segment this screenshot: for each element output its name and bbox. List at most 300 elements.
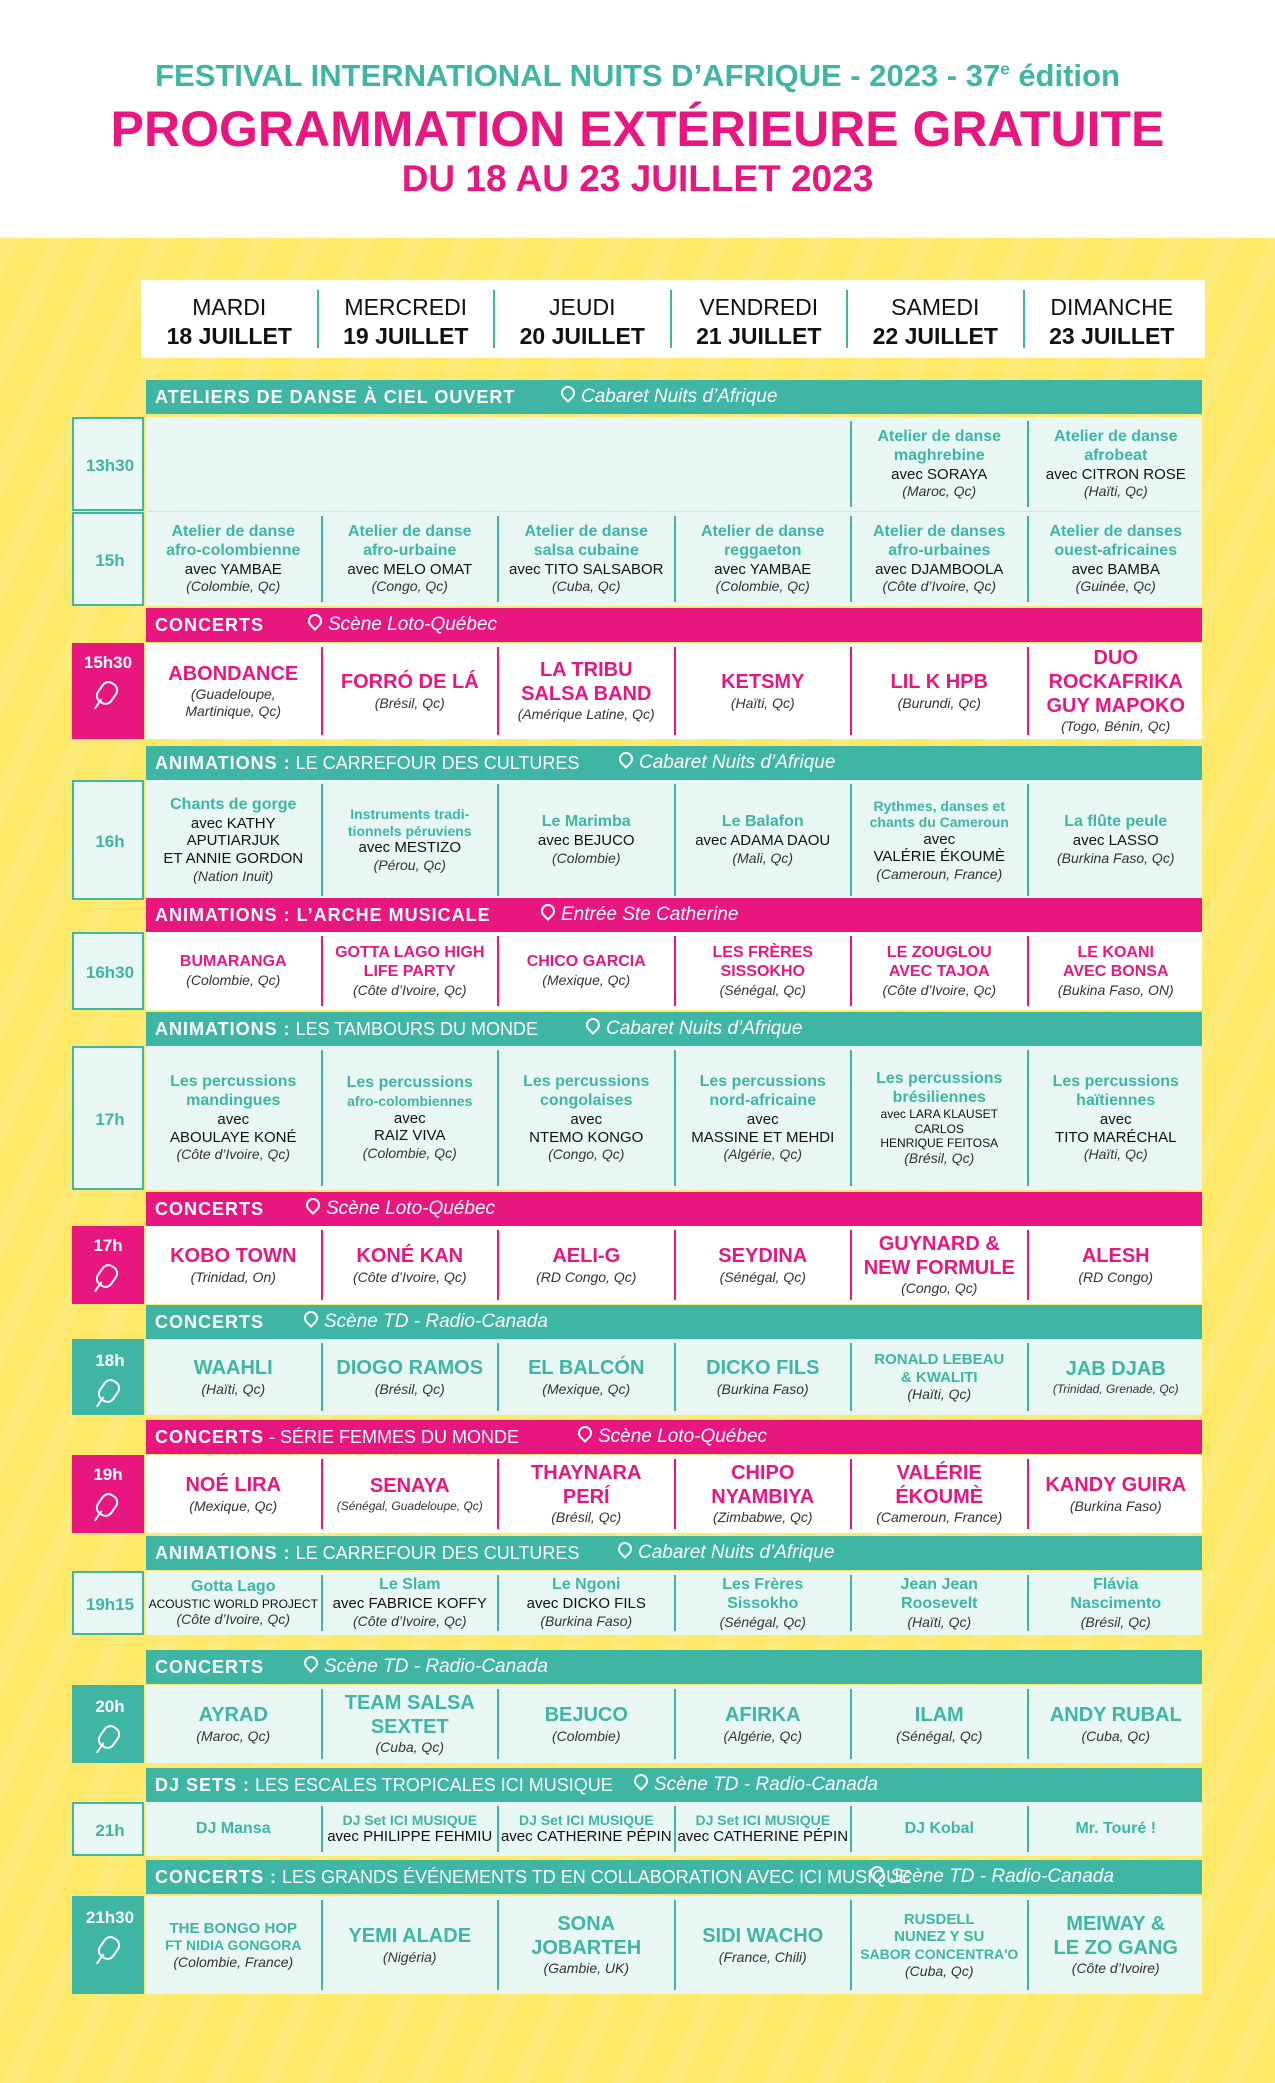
event-line: (Colombie) [552,850,621,867]
event-line: (Guadeloupe, [190,686,276,703]
event-line: (Sénégal, Qc) [719,1613,806,1630]
schedule-row [72,1571,1202,1635]
event-line: Atelier de danse [171,523,296,541]
cell-divider [674,1343,676,1411]
section-location [304,1650,548,1684]
event-line: Le Balafon [721,813,804,831]
event-cell [1029,643,1204,739]
event-cell [676,932,851,1010]
event-line: DJ Set ICI MUSIQUE [695,1811,831,1828]
section-title [155,1420,519,1454]
time-cell [72,1455,144,1533]
event-cell [323,512,498,606]
event-cell [146,1685,321,1763]
location-text: Scène TD - Radio-Canada [654,1774,878,1795]
event-line: (Haïti, Qc) [730,694,795,711]
event-line: ALESH [1081,1244,1150,1267]
location-text: Entrée Ste Catherine [561,904,739,925]
event-cell [323,932,498,1010]
section-location [306,1192,495,1226]
cell-divider [850,1575,852,1631]
schedule-row [72,1802,1202,1856]
event-cell [1029,1896,1204,1994]
section-title [155,1650,264,1684]
event-line: Atelier de danse [877,428,1002,446]
event-line: Atelier de danse [700,523,825,541]
microphone-icon [95,1722,124,1752]
event-line: (Mexique, Qc) [189,1497,278,1514]
event-line: Atelier de danse [524,523,649,541]
program-dates: DU 18 AU 23 JUILLET 2023 [401,158,874,199]
event-cell [499,1226,674,1304]
event-line: SEYDINA [718,1244,808,1267]
time-label: 21h30 [85,1908,135,1927]
cell-divider [321,1900,323,1990]
section-location [304,1305,548,1339]
event-cell [323,1802,498,1856]
event-cell [499,1339,674,1415]
event-line: AELI-G [552,1244,621,1267]
event-cell [852,780,1027,900]
day-name: MERCREDI [344,294,468,320]
event-cell [852,1455,1027,1533]
event-cell [1029,417,1204,511]
event-line: FT NIDIA GONGORA [165,1937,302,1954]
row-cells [146,1685,1202,1763]
event-line: Nascimento [1070,1594,1162,1612]
section-title [155,608,264,642]
time-label: 21h [95,1821,125,1840]
row-cells [146,1339,1202,1415]
cell-divider [850,936,852,1006]
section-bar [146,1305,1202,1339]
event-line: HENRIQUE FEITOSA [880,1135,999,1150]
event-cell [676,1802,851,1856]
event-line: APUTIARJUK [186,832,280,850]
cell-divider [850,1459,852,1529]
event-line: (RD Congo, Qc) [536,1268,637,1285]
event-line: Les percussions [1052,1073,1179,1091]
event-line: (Bukina Faso, ON) [1057,981,1174,998]
event-line: Atelier de danses [873,523,1006,541]
cell-divider [674,784,676,896]
cell-divider [1027,1689,1029,1759]
event-line: (Maroc, Qc) [196,1727,271,1744]
event-line: RAIZ VIVA [374,1127,446,1145]
section-title-main: CONCERTS [155,1657,265,1677]
event-line: (Congo, Qc) [901,1280,978,1297]
event-line: SISSOKHO [720,962,805,980]
schedule-row [72,1226,1202,1304]
time-label: 16h30 [85,963,135,982]
time-label: 16h [95,832,125,851]
location-text: Scène TD - Radio-Canada [324,1656,548,1677]
event-cell [852,932,1027,1010]
schedule-row [72,512,1202,606]
event-cell [676,643,851,739]
event-line: (Côte d’Ivoire, Qc) [882,578,997,595]
schedule-row [72,643,1202,739]
schedule-row [72,1685,1202,1763]
event-line: CHIPO [731,1462,795,1485]
event-line: Les percussions [523,1073,650,1091]
cell-divider [497,1689,499,1759]
event-line: (Colombie, Qc) [715,578,810,595]
location-text: Cabaret Nuits d’Afrique [639,752,836,773]
event-line: NUNEZ Y SU [894,1928,985,1946]
cell-divider [674,1050,676,1186]
event-line: VALÉRIE ÉKOUMÈ [873,848,1005,866]
event-line: (Brésil, Qc) [374,694,445,711]
event-cell [852,1226,1027,1304]
event-line: (RD Congo) [1078,1268,1154,1285]
event-line: (Trinidad, On) [190,1268,276,1285]
event-cell [852,1896,1027,1994]
event-line: AVEC TAJOA [888,962,990,980]
event-line: (Pérou, Qc) [373,857,446,874]
cell-divider [321,1806,323,1852]
event-line: avec BAMBA [1071,560,1160,578]
row-cells [146,643,1202,739]
program-title: PROGRAMMATION EXTÉRIEURE GRATUITE [110,101,1165,157]
event-line: avec TITO SALSABOR [508,560,664,578]
cell-divider [497,1806,499,1852]
event-line: (Cuba, Qc) [905,1962,974,1979]
location-pin-icon [305,611,325,631]
cell-divider [321,936,323,1006]
event-line: avec KATHY [190,814,276,832]
event-cell [146,1802,321,1856]
section-title-main: ANIMATIONS : [155,1019,291,1039]
event-cell [676,1896,851,1994]
event-line: JOBARTEH [531,1936,642,1959]
cell-divider [674,1689,676,1759]
day-header [318,280,495,358]
event-line: brésiliennes [892,1088,986,1106]
event-line: avec [570,1110,603,1128]
section-title [155,1192,264,1226]
location-text: Scène TD - Radio-Canada [890,1866,1114,1887]
event-line: afro-colombiennes [347,1093,473,1110]
event-cell [146,1226,321,1304]
event-line: Le Slam [379,1576,441,1594]
event-line: (Burkina Faso) [540,1613,633,1630]
event-line: NEW FORMULE [863,1256,1015,1279]
section-title [155,380,515,414]
event-cell [499,643,674,739]
location-text: Scène Loto-Québec [328,614,498,635]
day-date: 20 JUILLET [519,323,645,349]
event-line: (Colombie, Qc) [362,1145,457,1162]
event-line: (Colombie) [552,1727,621,1744]
cell-divider [321,1459,323,1529]
event-line: Les percussions [699,1073,826,1091]
schedule-row [72,932,1202,1010]
event-cell [676,1571,851,1635]
event-line: AVEC BONSA [1063,962,1169,980]
time-cell [72,932,144,1010]
day-name: JEUDI [549,294,616,320]
event-line: Flávia [1093,1575,1139,1593]
time-cell [72,643,144,739]
event-line: (Congo, Qc) [548,1146,625,1163]
section-title [155,1305,264,1339]
row-cells [146,1046,1202,1190]
event-line: CHICO GARCIA [526,953,646,971]
cell-divider [1027,1900,1029,1990]
time-cell [72,1685,144,1763]
cell-divider [321,647,323,735]
festival-title: FESTIVAL INTERNATIONAL NUITS D’AFRIQUE - 2023 - 37e édition [155,58,1120,93]
event-line: (Trinidad, Grenade, Qc) [1052,1381,1179,1396]
event-line: avec MESTIZO [358,839,462,857]
event-cell [1029,1571,1204,1635]
event-cell [499,780,674,900]
event-cell [1029,1046,1204,1190]
event-line: (Togo, Bénin, Qc) [1061,718,1171,735]
cell-divider [497,936,499,1006]
event-line: ROCKAFRIKA [1048,670,1183,693]
event-line: (Sénégal, Guadeloupe, Qc) [336,1498,483,1513]
schedule-row [72,1046,1202,1190]
cell-divider [674,516,676,602]
event-line: MASSINE ET MEHDI [691,1128,835,1146]
event-line: DUO [1093,647,1138,670]
section-title [155,898,491,932]
cell-divider [850,784,852,896]
event-line: Instruments tradi- [350,806,470,823]
event-line: TEAM SALSA [344,1692,475,1715]
event-line: Les percussions [876,1069,1003,1087]
time-cell [72,1571,144,1635]
event-cell [852,1046,1027,1190]
event-cell [676,780,851,900]
event-line: ABOULAYE KONÉ [170,1128,297,1146]
event-line: chants du Cameroun [869,814,1009,831]
cell-divider [497,1900,499,1990]
day-name: VENDREDI [699,294,819,320]
event-cell [146,780,321,900]
day-header [1024,280,1201,358]
event-cell [323,417,498,511]
section-subtitle: - SÉRIE FEMMES DU MONDE [264,1427,520,1447]
event-line: avec [393,1109,426,1127]
event-line: PERÍ [562,1485,610,1508]
event-line: (Sénégal, Qc) [896,1727,983,1744]
event-line: (Algérie, Qc) [723,1146,803,1163]
event-cell [499,417,674,511]
event-line: FORRÓ DE LÁ [340,670,479,693]
cell-divider [1027,1050,1029,1186]
event-line: Mr. Touré ! [1075,1819,1157,1837]
cell-divider [497,647,499,735]
day-header [141,280,318,358]
event-cell [323,1571,498,1635]
event-line: Le Ngoni [552,1576,621,1594]
event-cell [323,1226,498,1304]
day-divider [1023,290,1025,348]
event-line: La flûte peule [1064,813,1168,831]
event-line: ÉKOUMÈ [895,1485,984,1508]
event-line: (Guinée, Qc) [1075,578,1156,595]
row-cells [146,1226,1202,1304]
event-line: (Brésil, Qc) [904,1149,975,1166]
event-line: (Nigéria) [382,1948,437,1965]
section-location [618,1536,834,1570]
event-line: DJ Mansa [195,1819,271,1837]
event-line: avec YAMBAE [714,560,812,578]
event-line: GOTTA LAGO HIGH [335,943,485,961]
event-cell [323,1455,498,1533]
event-line: avec YAMBAE [184,560,282,578]
microphone-icon [95,1933,124,1963]
event-line: LIL K HPB [890,670,988,693]
event-line: SENAYA [369,1475,450,1498]
event-line: BUMARANGA [179,953,287,971]
event-line: (Côte d’Ivoire, Qc) [352,1613,467,1630]
event-line: (Haïti, Qc) [907,1613,972,1630]
event-line: Les percussions [170,1073,297,1091]
event-line: VALÉRIE [896,1462,982,1485]
event-line: DICKO FILS [706,1356,820,1379]
section-location [308,608,497,642]
section-location [578,1420,767,1454]
event-line: afrobeat [1084,446,1148,464]
event-line: tionnels péruviens [347,822,472,839]
location-pin-icon [538,901,558,921]
microphone-icon [93,1490,122,1520]
event-line: Roosevelt [901,1594,978,1612]
event-cell [499,1685,674,1763]
time-label: 17h [95,1110,125,1129]
event-line: LE KOANI [1077,943,1154,961]
location-pin-icon [303,1195,323,1215]
time-cell [72,1226,144,1304]
event-line: Atelier de danse [1053,428,1178,446]
day-date: 22 JUILLET [872,323,998,349]
day-date: 21 JUILLET [696,323,822,349]
day-divider [670,290,672,348]
event-line: Le Marimba [541,813,631,831]
location-pin-icon [615,1539,635,1559]
section-bar [146,1012,1202,1046]
event-cell [852,643,1027,739]
location-pin-icon [301,1308,321,1328]
cell-divider [850,1689,852,1759]
cell-divider [497,1459,499,1529]
event-line: DJ Kobal [904,1819,974,1837]
cell-divider [850,1806,852,1852]
event-line: Gotta Lago [191,1578,276,1596]
event-line: ANDY RUBAL [1049,1703,1182,1726]
cell-divider [321,516,323,602]
location-text: Scène Loto-Québec [326,1198,496,1219]
section-location [586,1012,802,1046]
cell-divider [850,516,852,602]
event-line: AYRAD [198,1703,268,1726]
event-line: WAAHLI [193,1356,273,1379]
section-bar [146,1768,1202,1802]
row-cells [146,1571,1202,1635]
event-cell [499,1571,674,1635]
event-line: LE ZO GANG [1053,1936,1178,1959]
event-line: (Maroc, Qc) [902,483,977,500]
row-cells [146,417,1202,511]
event-line: (Colombie, Qc) [186,578,281,595]
event-line: reggaeton [724,541,802,559]
event-line: DJ Set ICI MUSIQUE [518,1811,654,1828]
event-cell [852,1802,1027,1856]
cell-divider [1027,1806,1029,1852]
event-line: Atelier de danse [347,523,472,541]
section-location [634,1768,878,1802]
cell-divider [850,1050,852,1186]
section-title-main: CONCERTS [155,1199,265,1219]
event-cell [852,1339,1027,1415]
section-title-main: ANIMATIONS : L’ARCHE MUSICALE [155,905,491,925]
event-line: (Nation Inuit) [193,867,274,884]
schedule-row [72,1339,1202,1415]
time-label: 15h30 [83,653,133,672]
section-bar [146,746,1202,780]
time-label: 17h [93,1236,123,1255]
cell-divider [674,1575,676,1631]
event-line: avec CATHERINE PÉPIN [677,1828,849,1846]
event-line: Les percussions [346,1074,473,1092]
microphone-icon [93,1261,122,1291]
event-cell [676,1339,851,1415]
microphone-icon [95,1376,124,1406]
day-header [671,280,848,358]
event-line: avec PHILIPPE FEHMIU [327,1828,493,1846]
event-line: Martinique, Qc) [185,702,282,719]
header [0,0,1275,238]
event-line: avec DJAMBOOLA [875,560,1004,578]
section-title-main: DJ SETS : [155,1775,251,1795]
event-cell [146,1896,321,1994]
event-line: Atelier de danses [1049,523,1182,541]
event-line: avec ADAMA DAOU [695,832,831,850]
day-divider [317,290,319,348]
section-title [155,1860,911,1894]
time-label: 20h [95,1697,125,1716]
event-line: CARLOS [914,1121,964,1136]
event-cell [146,417,321,511]
cell-divider [850,1343,852,1411]
event-cell [499,932,674,1010]
location-pin-icon [616,749,636,769]
event-line: (Congo, Qc) [371,578,448,595]
event-line: (Brésil, Qc) [551,1509,622,1526]
schedule-row [72,1455,1202,1533]
cell-divider [321,1050,323,1186]
event-line: TITO MARÉCHAL [1055,1128,1177,1146]
cell-divider [321,784,323,896]
time-label: 19h [93,1465,123,1484]
event-line: Rythmes, danses et [873,797,1005,814]
section-bar [146,608,1202,642]
event-line: (Côte d’Ivoire, Qc) [352,981,467,998]
cell-divider [321,1575,323,1631]
event-cell [676,512,851,606]
day-date: 18 JUILLET [166,323,292,349]
event-cell [852,1571,1027,1635]
event-line: avec CATHERINE PÉPIN [500,1828,672,1846]
event-line: (Algérie, Qc) [723,1727,803,1744]
event-line: SIDI WACHO [702,1924,824,1947]
event-line: LES FRÈRES [712,943,813,961]
event-line: (Cameroun, France) [876,1509,1003,1526]
